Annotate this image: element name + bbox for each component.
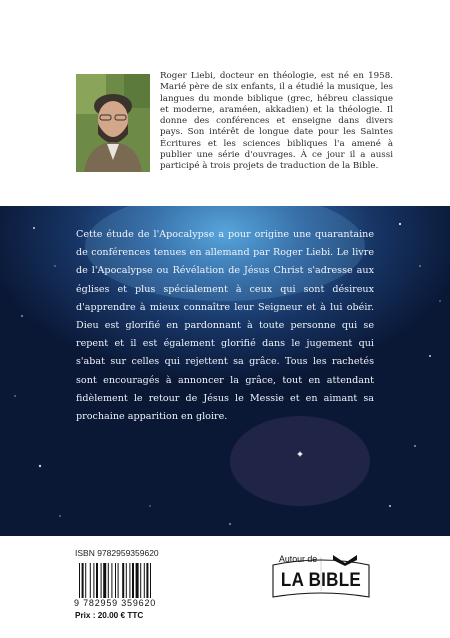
book-icon <box>333 555 357 566</box>
publisher-logo <box>271 551 371 606</box>
author-photo <box>76 74 150 172</box>
author-bio: Roger Liebi, docteur en théologie, est né en 1958. Marié père de six enfants, il a étudié la musique, les langues du monde biblique (grec, hébreu classique et moderne, araméen, akkadien) et la théologie. Il donne des conférences et enseigne dans divers pays. Son intérêt de longue date pour les Saintes Écritures et les sciences bibliques l'a amené à publier une série d'ouvrages. À ce jour il a aussi participé à trois projets de traduction de la Bible. <box>160 71 393 172</box>
price: Prix : 20.00 € TTC <box>75 611 144 620</box>
publisher-name-line1: Autour de <box>279 554 318 564</box>
book-description: Cette étude de l'Apocalypse a pour origine une quarantaine de conférences tenues en allemand par Roger Liebi. Le livre de l'Apocalypse ou Révélation de Jésus Christ s'adresse aux églises et plus spécialement à ceux qui sont désireux d'apprendre à mieux connaître leur Seigneur et à lui obéir. Dieu est glorifié en pardonnant à toute personne qui se repent et il est également glorifié dans le jugement qui s'abat sur celles qui rejettent sa grâce. Tous les rachetés sont encouragés à annoncer la grâce, tout en attendant fidèlement le retour de Jésus le Messie et en aimant sa prochaine apparition en gloire. <box>76 229 374 423</box>
barcode-digits: 9 782959 359620 <box>72 598 184 608</box>
publisher-name-line2: LA BIBLE <box>280 568 362 591</box>
isbn-label: ISBN 9782959359620 <box>75 548 159 558</box>
